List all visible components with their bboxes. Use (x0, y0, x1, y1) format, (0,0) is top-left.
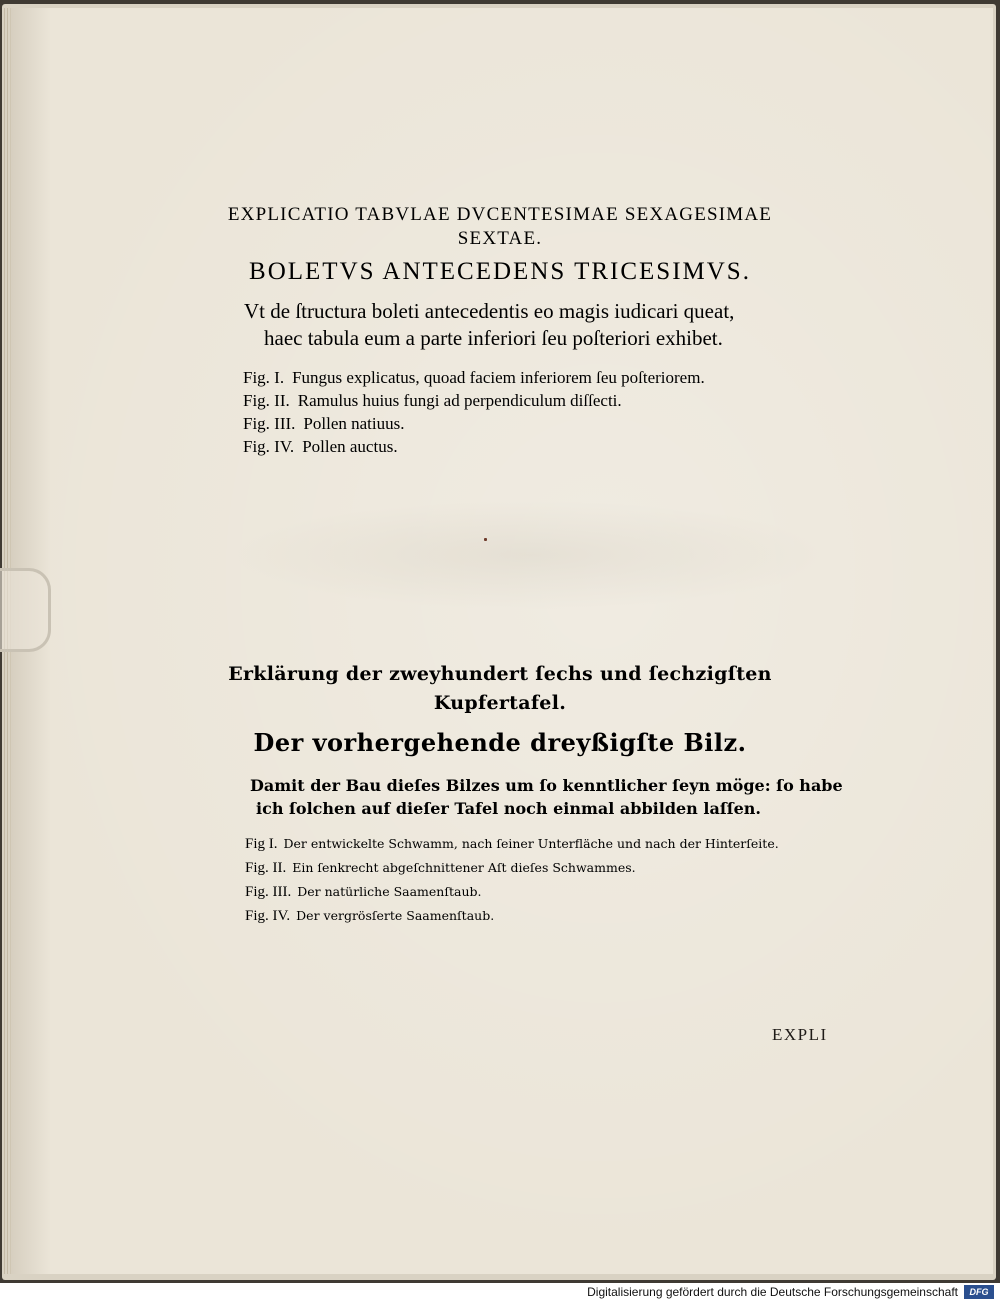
footer-bar (0, 1283, 1000, 1302)
book-page (10, 8, 993, 1274)
german-heading (200, 660, 800, 718)
latin-figure-list (243, 366, 843, 458)
latin-heading-line: SEXTAE. (457, 228, 543, 249)
figure-item (245, 832, 865, 856)
ink-speck (484, 538, 487, 541)
figure-text: Pollen natiuus. (303, 414, 405, 433)
show-through-bleed (230, 500, 830, 610)
dfg-logo[interactable]: DFG (964, 1285, 994, 1299)
figure-item (243, 366, 843, 389)
catchword: EXPLI (772, 1025, 828, 1044)
latin-heading-line: EXPLICATIO TABVLAE DVCENTESIMAE SEXAGESIMAE (227, 204, 773, 225)
german-heading-line: Erklärung der zweyhundert ſechs und ſechzigſten (228, 663, 772, 685)
latin-intro-line: Vt de ſtructura boleti antecedentis eo magis iudicari queat, (244, 299, 735, 323)
page-clip (0, 568, 51, 652)
figure-label: Fig. II. (243, 391, 290, 410)
latin-heading (150, 203, 850, 251)
figure-text: Pollen auctus. (302, 437, 398, 456)
german-intro-line: Damit der Bau dieſes Bilzes um ſo kenntlicher ſeyn möge: ſo habe (250, 776, 843, 795)
figure-text: Ramulus huius fungi ad perpendiculum diſſecti. (297, 391, 622, 410)
figure-label: Fig I. (245, 836, 278, 852)
figure-item (243, 435, 843, 458)
figure-label: Fig. II. (245, 860, 287, 876)
figure-text: Der natürliche Saamenſtaub. (297, 884, 482, 899)
latin-title: BOLETVS ANTECEDENS TRICESIMVS. (249, 258, 751, 285)
german-intro (250, 774, 850, 820)
german-heading-line: Kupfertafel. (433, 692, 567, 714)
german-title: Der vorhergehende dreyßigſte Bilz. (253, 728, 747, 757)
figure-label: Fig. IV. (243, 437, 295, 456)
german-figure-list (245, 832, 865, 928)
figure-label: Fig. I. (243, 368, 285, 387)
figure-label: Fig. III. (245, 884, 292, 900)
figure-label: Fig. III. (243, 414, 296, 433)
figure-item (245, 904, 865, 928)
figure-item (245, 856, 865, 880)
figure-text: Ein ſenkrecht abgeſchnittener Aſt dieſes Schwammes. (292, 860, 636, 875)
figure-text: Der entwickelte Schwamm, nach ſeiner Unterfläche und nach der Hinterſeite. (283, 836, 779, 851)
latin-intro (244, 298, 854, 352)
figure-text: Der vergrösſerte Saamenſtaub. (296, 908, 495, 923)
figure-item (243, 389, 843, 412)
german-intro-line: ich ſolchen auf dieſer Tafel noch einmal abbilden laſſen. (256, 799, 761, 818)
figure-item (243, 412, 843, 435)
latin-intro-line: haec tabula eum a parte inferiori ſeu poſteriori exhibet. (264, 326, 723, 350)
figure-label: Fig. IV. (245, 908, 291, 924)
figure-text: Fungus explicatus, quoad faciem inferiorem ſeu poſteriorem. (292, 368, 705, 387)
figure-item (245, 880, 865, 904)
funding-credit[interactable]: Digitalisierung gefördert durch die Deutsche Forschungsgemeinschaft (587, 1285, 958, 1299)
